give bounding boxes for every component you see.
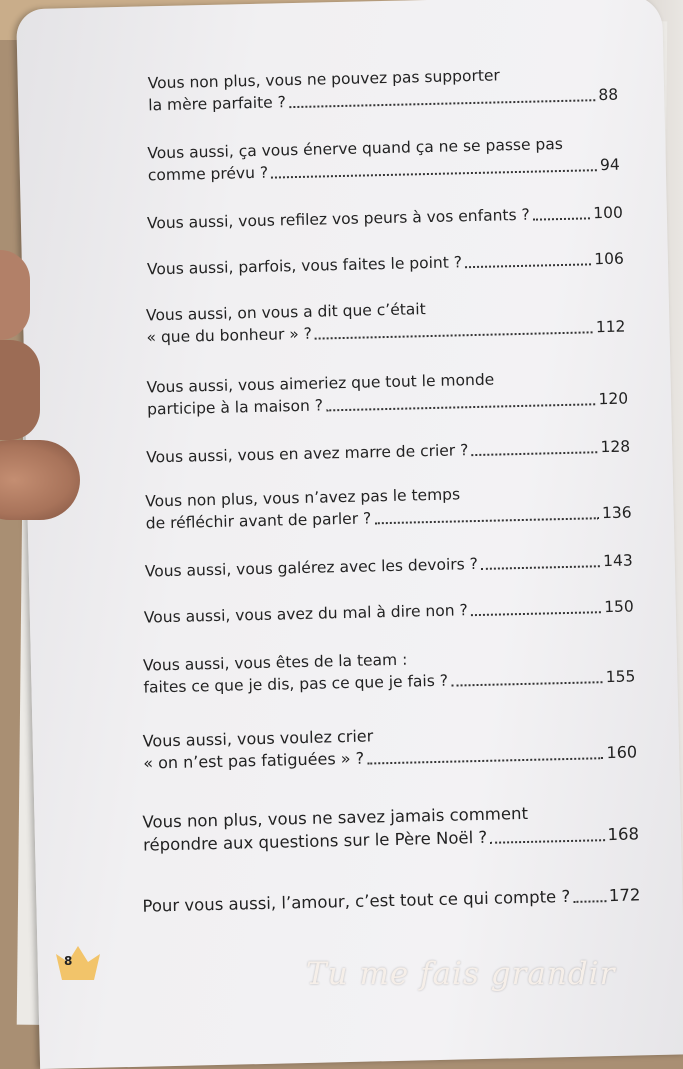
toc-entry-line: Vous non plus, vous ne savez jamais comment (142, 803, 529, 832)
toc-entry-line: Vous aussi, vous êtes de la team : (142, 650, 408, 675)
hand-finger (0, 340, 40, 440)
toc-entry-line: Vous aussi, vous avez du mal à dire non ? (143, 601, 468, 627)
dot-leader (315, 331, 593, 339)
toc-entry (146, 436, 630, 469)
dot-leader (471, 611, 602, 616)
toc-page-number: 136 (601, 503, 632, 523)
toc-entry (145, 480, 632, 535)
dot-leader (374, 517, 599, 524)
toc-page-number: 168 (607, 824, 640, 845)
toc-page-number: 150 (603, 597, 634, 617)
dot-leader (471, 451, 597, 456)
toc-entry (147, 202, 623, 235)
table-of-contents (138, 61, 641, 916)
dot-leader (533, 217, 591, 220)
toc-entry-line: « on n’est pas fatiguées » ? (143, 748, 365, 773)
watermark-text: Tu me fais grandir (306, 956, 616, 992)
toc-page-number: 128 (600, 437, 631, 457)
toc-page-number: 120 (598, 389, 629, 409)
toc-entry (145, 549, 633, 582)
toc-entry (143, 643, 636, 698)
toc-page-number: 172 (608, 885, 641, 906)
dot-leader (271, 169, 597, 178)
toc-page-number: 143 (602, 551, 633, 571)
toc-page-number: 160 (606, 742, 638, 763)
dot-leader (465, 263, 591, 268)
toc-entry (142, 883, 640, 917)
toc-entry-line: Vous non plus, vous n’avez pas le temps (145, 485, 461, 511)
toc-entry-line: comme prévu ? (147, 163, 269, 185)
toc-entry (147, 248, 624, 281)
page-number-badge-icon (52, 942, 104, 982)
toc-entry-line: Vous aussi, vous aimeriez que tout le monde (146, 370, 495, 397)
toc-page-number: 94 (599, 155, 620, 175)
dot-leader (367, 757, 603, 764)
toc-entry (142, 799, 639, 856)
dot-leader (490, 839, 604, 844)
toc-entry-line: répondre aux questions sur le Père Noël ? (142, 827, 488, 855)
toc-page-number: 100 (593, 203, 624, 223)
dot-leader (451, 681, 603, 686)
toc-entry-line: Vous aussi, vous galérez avec les devoirs ? (144, 554, 479, 581)
toc-entry (148, 62, 619, 117)
toc-entry-line: Vous aussi, vous en avez marre de crier ? (146, 441, 469, 467)
page-number: 8 (64, 954, 73, 968)
toc-entry-line: « que du bonheur » ? (146, 324, 313, 347)
toc-page-number: 106 (594, 249, 625, 269)
toc-entry-line: la mère parfaite ? (148, 93, 287, 115)
toc-entry-line: Vous aussi, parfois, vous faites le point ? (146, 253, 463, 279)
toc-entry (142, 719, 637, 774)
toc-entry-line: participe à la maison ? (146, 396, 324, 419)
toc-entry-line: Vous aussi, ça vous énerve quand ça ne se passe pas (147, 134, 564, 163)
book-page (16, 0, 683, 1069)
toc-entry-line: faites ce que je dis, pas ce que je fais ? (143, 671, 449, 697)
toc-page-number: 155 (605, 667, 636, 687)
toc-page-number: 112 (595, 317, 626, 337)
toc-entry-line: Vous aussi, vous voulez crier (142, 726, 374, 751)
toc-entry-line: de réfléchir avant de parler ? (145, 509, 372, 533)
toc-entry (146, 294, 626, 349)
dot-leader (289, 99, 596, 108)
toc-entry-line: Vous aussi, vous refilez vos peurs à vos enfants ? (146, 205, 530, 233)
toc-entry-line: Vous non plus, vous ne pouvez pas supporter (147, 66, 501, 93)
toc-page-number: 88 (598, 85, 619, 105)
toc-entry (144, 595, 634, 628)
toc-entry-line: Pour vous aussi, l’amour, c’est tout ce qui compte ? (142, 886, 571, 916)
dot-leader (326, 403, 596, 411)
toc-entry-line: Vous aussi, on vous a dit que c’était (145, 300, 426, 325)
toc-entry (147, 132, 620, 187)
hand-thumb (0, 440, 80, 520)
toc-entry (146, 366, 628, 421)
dot-leader (573, 900, 606, 903)
dot-leader (481, 565, 600, 570)
